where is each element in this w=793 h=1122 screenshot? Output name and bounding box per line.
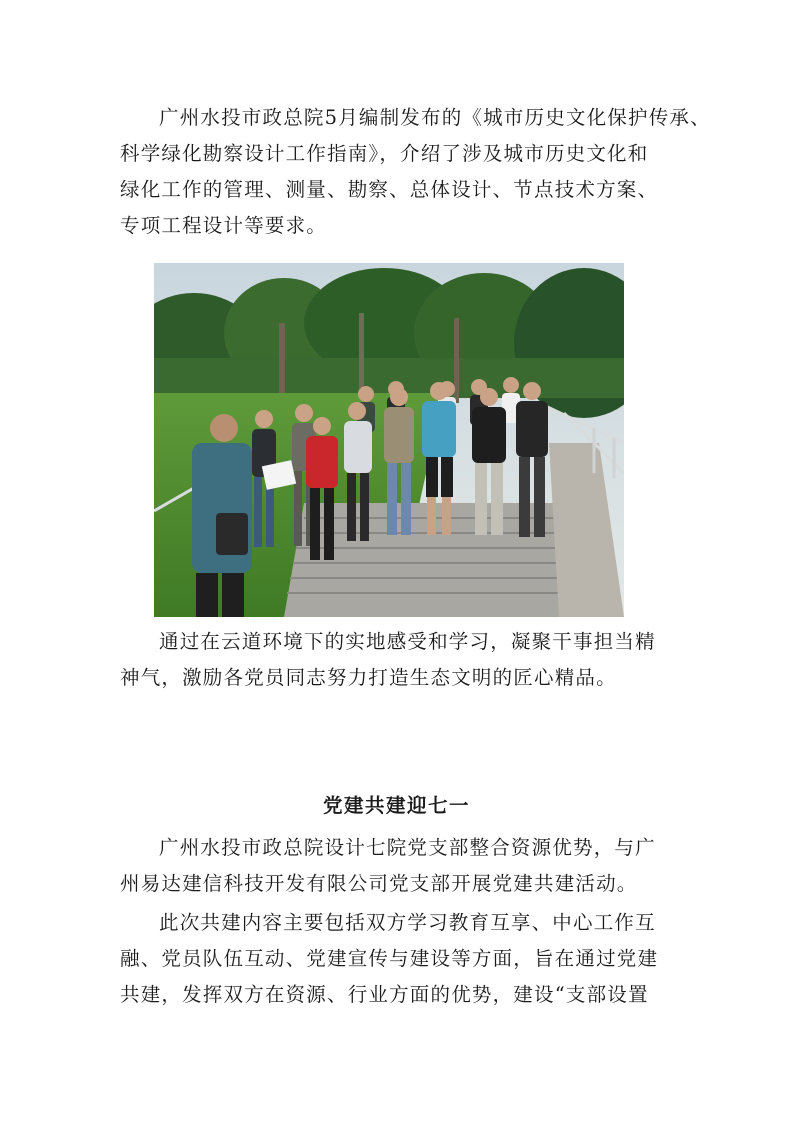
paragraph-experience [120, 624, 680, 696]
text-line: 此次共建内容主要包括双方学习教育互享、中心工作互 [159, 911, 656, 934]
text-line: 通过在云道环境下的实地感受和学习，凝聚干事担当精 [159, 630, 656, 653]
paragraph-content [120, 905, 680, 1013]
group-photo-illustration [154, 263, 624, 617]
text-line: 专项工程设计等要求。 [120, 214, 328, 237]
group-photo [154, 263, 624, 617]
text-line: 融、党员队伍互动、党建宣传与建设等方面，旨在通过党建 [120, 947, 659, 970]
text-line: 广州水投市政总院5月编制发布的《城市历史文化保护传承、 [159, 106, 711, 129]
paragraph-cooperation [120, 830, 680, 902]
text-line: 共建，发挥双方在资源、行业方面的优势，建设“支部设置 [120, 983, 649, 1006]
text-line: 广州水投市政总院设计七院党支部整合资源优势，与广 [159, 836, 656, 859]
text-line: 州易达建信科技开发有限公司党支部开展党建共建活动。 [120, 872, 638, 895]
section-heading: 党建共建迎七一 [322, 794, 470, 817]
text-line: 科学绿化勘察设计工作指南》，介绍了涉及城市历史文化和 [120, 142, 649, 165]
text-line: 绿化工作的管理、测量、勘察、总体设计、节点技术方案、 [120, 178, 659, 201]
text-line: 神气，激励各党员同志努力打造生态文明的匠心精品。 [120, 666, 617, 689]
paragraph-guideline-intro [120, 100, 711, 244]
